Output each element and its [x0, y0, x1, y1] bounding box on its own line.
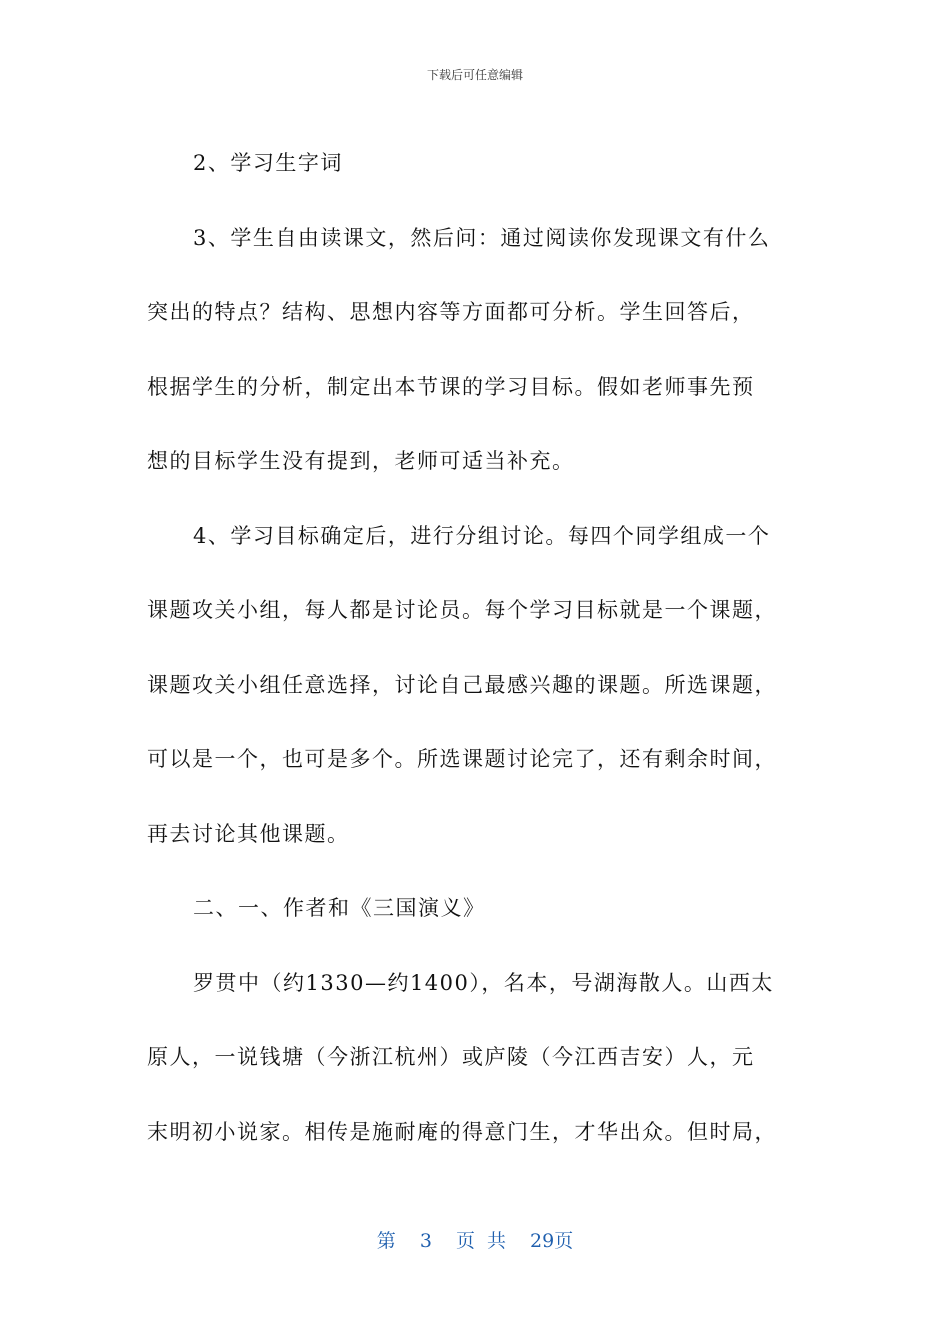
page-header: 下载后可任意编辑	[426, 68, 523, 82]
text-line: 3、学生自由读课文，然后问：通过阅读你发现课文有什么	[193, 225, 771, 250]
section-heading: 二、一、作者和《三国演义》	[193, 896, 486, 920]
text-line: 再去讨论其他课题。	[147, 821, 350, 846]
text-line: 突出的特点？结构、思想内容等方面都可分析。学生回答后，	[147, 300, 755, 324]
text-line: 课题攻关小组任意选择，讨论自己最感兴趣的课题。所选课题，	[147, 672, 777, 697]
page-label-mid: 页 共	[455, 1230, 506, 1252]
text-line: 课题攻关小组，每人都是讨论员。每个学习目标就是一个课题，	[147, 598, 777, 622]
text-line: 根据学生的分析，制定出本节课的学习目标。假如老师事先预	[147, 374, 755, 399]
text-line: 可以是一个，也可是多个。所选课题讨论完了，还有剩余时间，	[147, 747, 777, 771]
page-label-prefix: 第	[376, 1230, 396, 1252]
current-page-number: 3	[419, 1230, 432, 1252]
text-line: 原人，一说钱塘（今浙江杭州）或庐陵（今江西吉安）人，元	[147, 1045, 755, 1069]
text-line: 想的目标学生没有提到，老师可适当补充。	[147, 449, 575, 473]
document-body	[147, 126, 807, 1169]
total-pages: 29页	[530, 1230, 574, 1252]
text-line: 2、学习生字词	[193, 151, 343, 175]
text-line: 4、学习目标确定后，进行分组讨论。每四个同学组成一个	[193, 523, 771, 548]
page-footer	[0, 1226, 950, 1253]
text-line: 末明初小说家。相传是施耐庵的得意门生，才华出众。但时局，	[147, 1119, 777, 1144]
text-line: 罗贯中（约1330—约1400），名本，号湖海散人。山西太	[193, 970, 774, 995]
